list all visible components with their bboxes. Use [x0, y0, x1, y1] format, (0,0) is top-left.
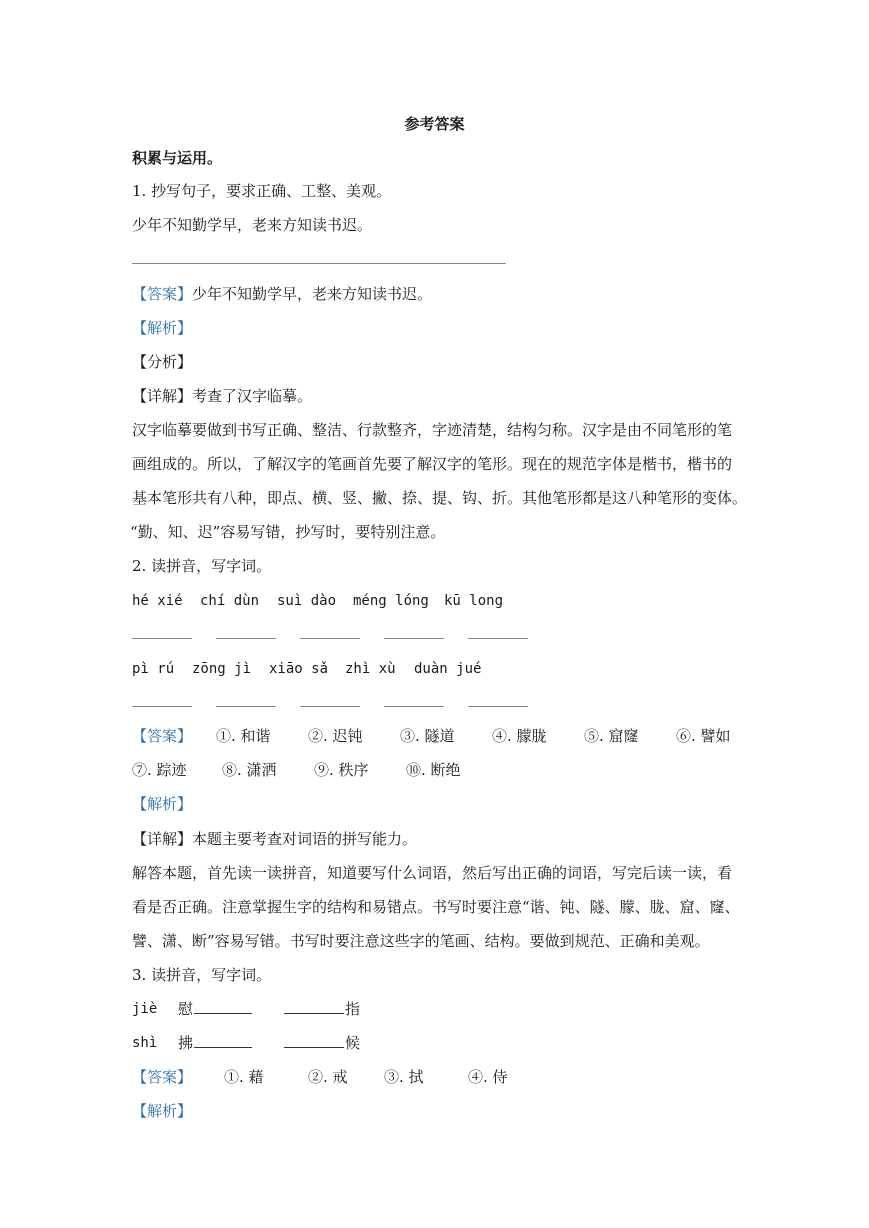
section-heading: 积累与运用。 [132, 149, 223, 167]
answer-item: ⑨. 秩序 [314, 761, 369, 779]
q1-writing-line [132, 263, 506, 264]
blank-line [194, 1033, 252, 1048]
q3-analysis-tag: 【解析】 [132, 1102, 193, 1120]
blank-line [194, 999, 252, 1014]
q2-paragraph-line: 看是否正确。注意掌握生字的结构和易错点。书写时要注意“谐、钝、隧、朦、胧、窟、窿、 [132, 898, 740, 916]
blank-line [300, 638, 360, 639]
answer-item: ②. 迟钝 [308, 727, 363, 745]
q2-paragraph-line: 解答本题，首先读一读拼音，知道要写什么词语，然后写出正确的词语，写完后读一读，看 [132, 864, 733, 882]
answer-tag: 【答案】 [132, 285, 193, 303]
pinyin-item: jiè [132, 1001, 158, 1017]
blank-line [284, 1033, 344, 1048]
q3-question: 3. 读拼音，写字词。 [132, 966, 272, 984]
q1-question: 1. 抄写句子，要求正确、工整、美观。 [132, 182, 392, 200]
detail-text: 考查了汉字临摹。 [192, 387, 313, 405]
pinyin-item: hé xié [132, 593, 183, 609]
blank-line [300, 706, 360, 707]
answer-item: ②. 戒 [308, 1068, 348, 1086]
pinyin-item: duàn jué [414, 661, 482, 677]
answer-item: ④. 侍 [468, 1068, 508, 1086]
answer-text: 少年不知勤学早，老来方知读书迟。 [192, 285, 433, 303]
pinyin-item: méng lóng [353, 593, 429, 609]
blank-line [132, 638, 192, 639]
blank-line [216, 706, 276, 707]
blank-line [384, 638, 444, 639]
blank-line [284, 999, 344, 1014]
char-item: 候 [345, 1034, 361, 1052]
pinyin-item: zōng jì [192, 661, 252, 677]
q1-analysis-tag: 【解析】 [132, 319, 193, 337]
blank-line [468, 638, 528, 639]
pinyin-item: kū long [444, 593, 504, 609]
pinyin-item: chí dùn [200, 593, 260, 609]
pinyin-item: xiāo sǎ [269, 661, 329, 677]
blank-line [216, 638, 276, 639]
q2-question: 2. 读拼音，写字词。 [132, 557, 272, 575]
detail-text: 本题主要考查对词语的拼写能力。 [192, 830, 418, 848]
detail-tag: 【详解】 [132, 830, 193, 848]
page-title: 参考答案 [404, 115, 465, 133]
answer-item: ⑥. 譬如 [676, 727, 731, 745]
q1-paragraph-line: 基本笔形共有八种，即点、横、竖、撇、捺、提、钩、折。其他笔形都是这八种笔形的变体。 [132, 489, 748, 507]
q1-sentence: 少年不知勤学早，老来方知读书迟。 [132, 216, 373, 234]
q1-paragraph-line: 画组成的。所以，了解汉字的笔画首先要了解汉字的笔形。现在的规范字体是楷书，楷书的 [132, 455, 733, 473]
answer-tag: 【答案】 [132, 727, 193, 745]
char-item: 拂 [178, 1034, 194, 1052]
char-item: 指 [345, 1000, 361, 1018]
q2-paragraph-line: 譬、潇、断”容易写错。书写时要注意这些字的笔画、结构。要做到规范、正确和美观。 [132, 932, 710, 950]
q1-answer [132, 284, 432, 304]
answer-tag: 【答案】 [132, 1068, 193, 1086]
char-item: 慰 [178, 1000, 194, 1018]
blank-line [384, 706, 444, 707]
pinyin-item: suì dào [277, 593, 337, 609]
q1-paragraph-line: “勤、知、迟”容易写错，抄写时，要特别注意。 [130, 523, 446, 541]
answer-item: ⑤. 窟窿 [584, 727, 639, 745]
blank-line [468, 706, 528, 707]
blank-line [132, 706, 192, 707]
detail-tag: 【详解】 [132, 387, 193, 405]
answer-item: ⑧. 潇洒 [222, 761, 277, 779]
pinyin-item: zhì xù [345, 661, 396, 677]
q1-paragraph-line: 汉字临摹要做到书写正确、整洁、行款整齐，字迹清楚，结构匀称。汉字是由不同笔形的笔 [132, 421, 733, 439]
pinyin-item: shì [132, 1035, 158, 1051]
q2-detail [132, 829, 417, 849]
q2-analysis-tag: 【解析】 [132, 795, 193, 813]
pinyin-item: pì rú [132, 661, 175, 677]
answer-item: ④. 朦胧 [492, 727, 547, 745]
answer-item: ③. 拭 [384, 1068, 424, 1086]
answer-item: ⑦. 踪迹 [132, 761, 187, 779]
q1-fenxi-tag: 【分析】 [132, 353, 193, 371]
q1-detail [132, 386, 312, 406]
answer-item: ①. 和谐 [216, 727, 271, 745]
answer-item: ⑩. 断绝 [406, 761, 461, 779]
answer-item: ③. 隧道 [400, 727, 455, 745]
answer-item: ①. 藉 [224, 1068, 264, 1086]
